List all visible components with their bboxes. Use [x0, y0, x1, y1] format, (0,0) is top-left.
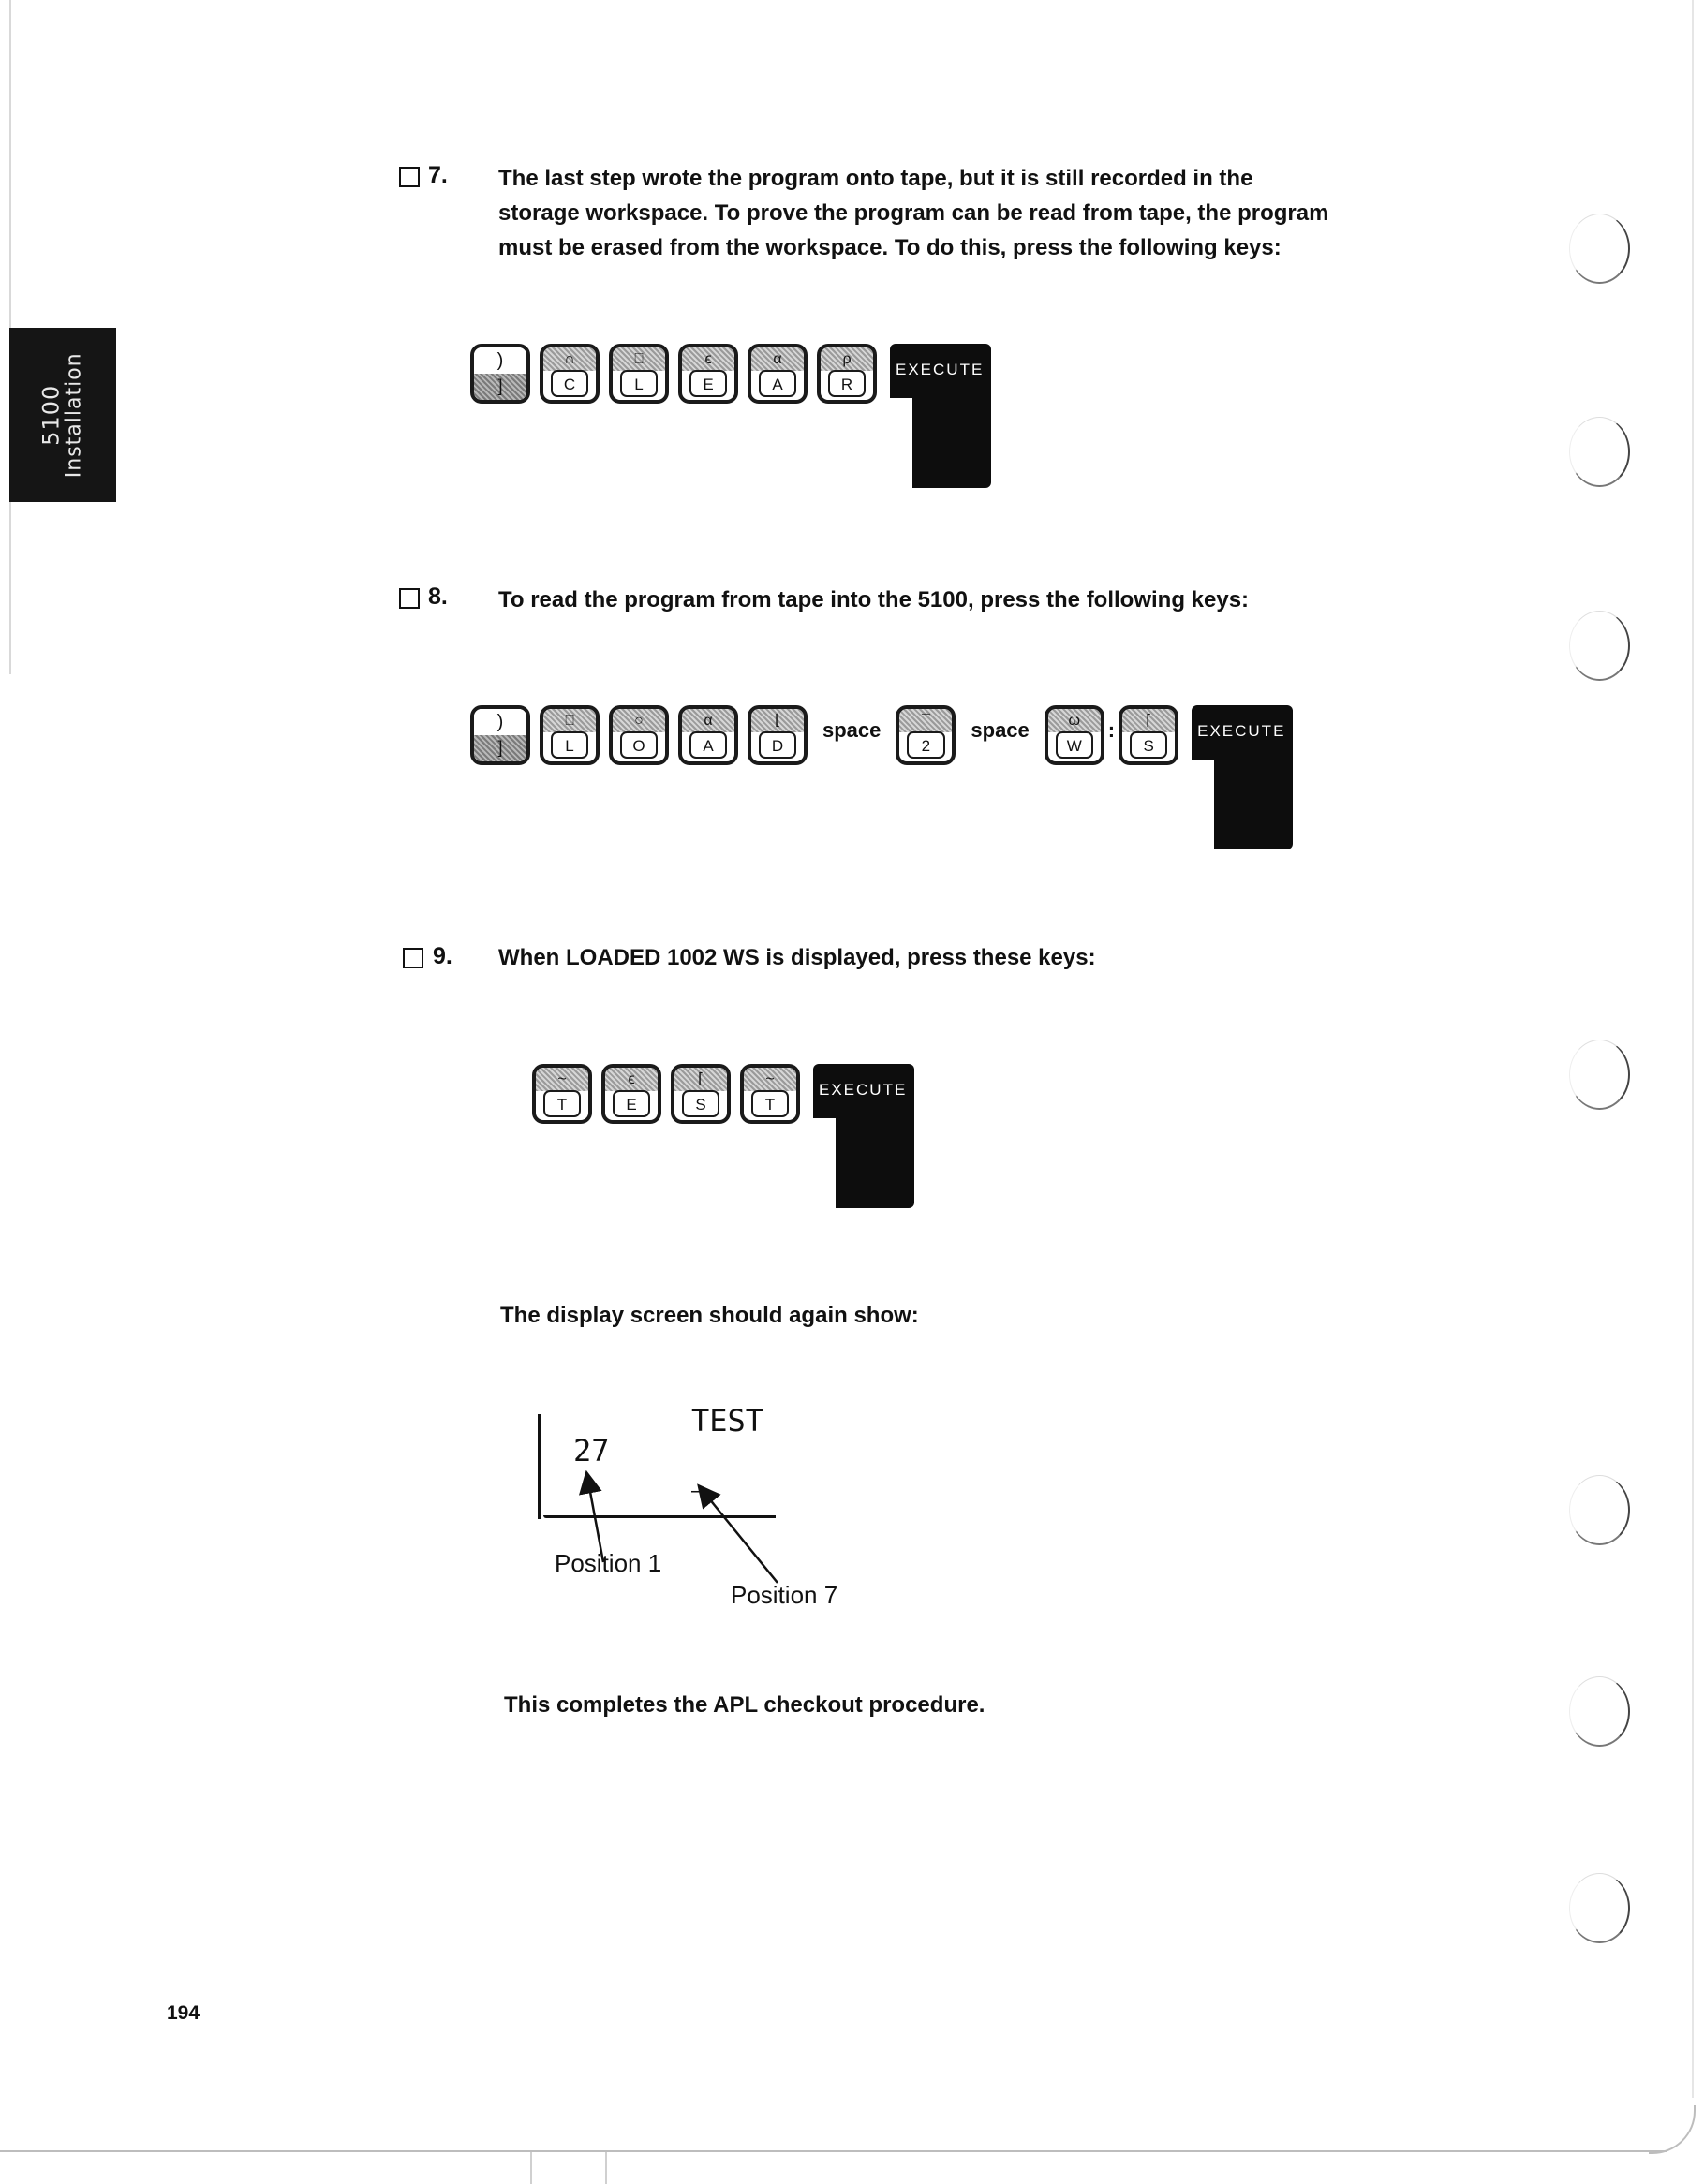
execute-key: EXECUTE [813, 1064, 914, 1208]
key-l: ⎕ L [540, 705, 600, 765]
space-label: space [822, 718, 882, 742]
arrow-position-7 [704, 1493, 778, 1583]
screen-cursor: ‒ [691, 1480, 704, 1503]
step-8-number: 8. [428, 583, 448, 610]
step-7-number: 7. [428, 162, 448, 188]
key-e: ϵ E [678, 344, 738, 404]
key-r: ρ R [817, 344, 877, 404]
step-7-line: The last step wrote the program onto tape, but it is still recorded in the [498, 166, 1253, 191]
page-corner-curl [1649, 2105, 1696, 2154]
step-7-line: storage workspace. To prove the program can be read from tape, the program [498, 200, 1329, 226]
step-7-text [498, 161, 1328, 265]
key-s: ⌈ S [1119, 705, 1178, 765]
binder-hole [1569, 1873, 1630, 1943]
section-tab [9, 328, 116, 502]
page-number: 194 [167, 2002, 200, 2024]
step-7-checkbox[interactable] [399, 167, 420, 187]
step-9-checkbox[interactable] [403, 948, 423, 968]
step-8-checkbox[interactable] [399, 588, 420, 609]
section-tab-number: 5100 [37, 384, 65, 446]
step-9-text: When LOADED 1002 WS is displayed, press these keys: [498, 945, 1096, 970]
key-l: ⎕ L [609, 344, 669, 404]
screen-line-test: TEST [691, 1403, 764, 1439]
key-a: α A [748, 344, 808, 404]
execute-key: EXECUTE [1192, 705, 1293, 849]
position-1-label: Position 1 [555, 1549, 662, 1577]
binder-hole [1569, 1475, 1630, 1545]
binding-tick [530, 2152, 532, 2184]
key-c: ∩ C [540, 344, 600, 404]
colon-mark: : [1107, 718, 1116, 742]
key-o: ○ O [609, 705, 669, 765]
execute-key: EXECUTE [890, 344, 991, 488]
step-8-key-sequence [470, 705, 1293, 849]
key-s: ⌈ S [671, 1064, 731, 1124]
closing-text: This completes the APL checkout procedure. [504, 1692, 985, 1718]
binding-tick [605, 2152, 607, 2184]
step-9-number: 9. [433, 943, 452, 969]
key-right-paren: ) ] [470, 344, 530, 404]
space-label: space [971, 718, 1030, 742]
key-t: ~ T [740, 1064, 800, 1124]
step-9-key-sequence [532, 1064, 914, 1208]
key-d: ⌊ D [748, 705, 808, 765]
binder-hole [1569, 214, 1630, 284]
key-w: ω W [1045, 705, 1104, 765]
binder-hole [1569, 1040, 1630, 1110]
key-right-paren: ) ] [470, 705, 530, 765]
key-t: ~ T [532, 1064, 592, 1124]
bottom-page-edge [0, 2150, 1667, 2152]
position-7-label: Position 7 [731, 1581, 838, 1609]
section-tab-title: Installation [63, 352, 87, 478]
right-page-edge [1692, 0, 1694, 2098]
step-8-text: To read the program from tape into the 5100, press the following keys: [498, 587, 1250, 612]
key-a: α A [678, 705, 738, 765]
screen-line-27: 27 [573, 1433, 610, 1468]
binder-hole [1569, 611, 1630, 681]
key-e: ϵ E [601, 1064, 661, 1124]
binder-hole [1569, 417, 1630, 487]
step-7-key-sequence [470, 344, 991, 488]
binder-hole [1569, 1676, 1630, 1747]
step-7-line: must be erased from the workspace. To do this, press the following keys: [498, 235, 1282, 260]
display-intro-text: The display screen should again show: [500, 1303, 919, 1328]
key-2: ¯ 2 [896, 705, 956, 765]
